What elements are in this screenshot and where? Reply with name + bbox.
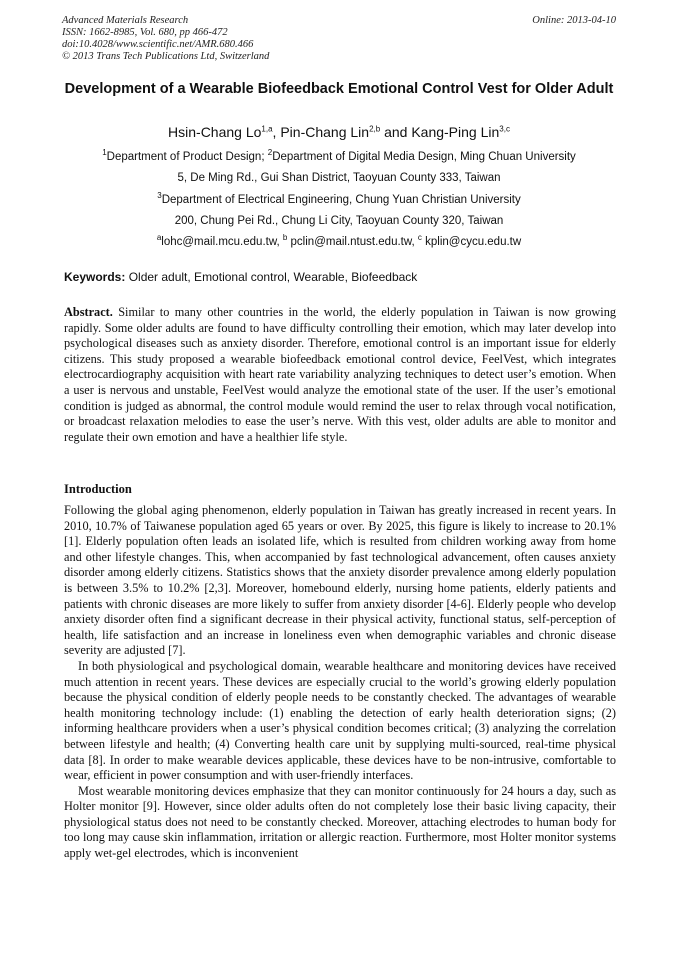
email-mark: a	[156, 233, 162, 243]
paper-title: Development of a Wearable Biofeedback Emotional Control Vest for Older Adult	[64, 81, 614, 97]
author-separator: and	[380, 124, 412, 140]
author-affiliation-mark: 3,c	[499, 124, 510, 134]
author-affiliation-mark: 1,a	[261, 124, 273, 134]
online-date: Online: 2013-04-10	[532, 15, 616, 26]
copyright-line: © 2013 Trans Tech Publications Ltd, Switzerland	[62, 51, 270, 62]
abstract	[64, 305, 616, 445]
author-list	[64, 123, 614, 141]
email-link[interactable]: lohc@mail.mcu.edu.tw,	[161, 236, 283, 248]
affiliation-address-2: 200, Chung Pei Rd., Chung Li City, Taoyuan County 320, Taiwan	[174, 215, 504, 227]
abstract-text: Similar to many other countries in the world, the elderly population in Taiwan is now growing rapidly. Some older adults are found to have difficulty controlling their emotion, which may later develop into psychological diseases such as anxiety disorder. Therefore, emotional control is an important issue for elderly citizens. This study proposed a wearable biofeedback emotional control device, FeelVest, which integrates electrocardiography acquisition with heart rate variability analyzing techniques to detect user’s emotion. When a user is nervous and unstable, FeelVest would analyze the emotional state of the user. If the user’s emotional condition is judged as abnormal, the control module would remind the user to relax through vocal notification, or broadcast relaxation melodies to ease the user’s nerve. With this vest, older adults are able to monitor and regulate their own emotion and have a healthier life style.	[64, 305, 616, 444]
affiliation-line-2	[64, 193, 614, 207]
affiliation-text: Department of Electrical Engineering, Chung Yuan Christian University	[161, 194, 521, 206]
author-affiliation-mark: 2,b	[369, 124, 381, 134]
introduction-body	[64, 503, 616, 862]
keywords-text: Older adult, Emotional control, Wearable, Biofeedback	[125, 270, 418, 284]
affiliation-mark: 1	[102, 148, 107, 158]
paragraph: In both physiological and psychological domain, wearable healthcare and monitoring devices have received much attention in recent years. These devices are especially crucial to the world’s growing elderly population because the physical condition of elderly people needs to be constantly checked. The advantages of wearable health monitoring technology include: (1) enabling the detection of early health deterioration signs; (2) informing healthcare providers when a user’s physical condition becomes critical; (3) analyzing the correlation between lifestyle and health; (4) Converting health care unit by supplying multi-sourced, real-time physical data [8]. In order to make wearable devices applicable, these devices have to be non-intrusive, comfortable to wear, efficient in power consumption and with user-friendly interfaces.	[64, 658, 616, 783]
email-link[interactable]: pclin@mail.ntust.edu.tw,	[287, 236, 418, 248]
author-emails	[64, 235, 614, 249]
email-link[interactable]: kplin@cycu.edu.tw	[421, 236, 522, 248]
paragraph: Following the global aging phenomenon, elderly population in Taiwan has greatly increased in recent years. In 2010, 10.7% of Taiwanese population aged 65 years or over. By 2025, this figure is likely to increase to 20.1% [1]. Elderly population often leads an isolated life, which is resulted from children working away from home and other lifestyle changes. This, when accompanied by fast technological advancement, often causes anxiety disorder among elderly citizens. Statistics shows that the anxiety disorder prevalence among elderly population is between 3.5% to 10.2% [2,3]. Moreover, homebound elderly, nursing home patients, elderly patients and patients with chronic diseases are more likely to suffer from anxiety disorder [4-6]. Elderly people who develop anxiety disorder often find a significant decrease in their physical activity, functional status, self-perception of health, life satisfaction and an increase in loneliness even when demographic variables and chronic disease severity are adjusted [7].	[64, 503, 616, 658]
affiliation-mark: 3	[157, 191, 162, 201]
author-separator: ,	[272, 124, 281, 140]
affiliation-mark: 2	[267, 148, 273, 158]
author-name: Kang-Ping Lin	[411, 124, 500, 140]
affiliation-text: Department of Digital Media Design, Ming Chuan University	[272, 151, 576, 163]
affiliation-text: Department of Product Design;	[106, 151, 268, 163]
author-name: Pin-Chang Lin	[280, 124, 370, 140]
abstract-label: Abstract.	[64, 305, 113, 319]
affiliation-line-1	[64, 150, 614, 164]
keywords-label: Keywords:	[64, 270, 126, 284]
journal-header	[62, 15, 616, 63]
email-mark: b	[282, 233, 288, 243]
author-name: Hsin-Chang Lo	[168, 124, 262, 140]
keywords	[64, 270, 616, 284]
journal-name: Advanced Materials Research	[62, 15, 189, 26]
issn-line: ISSN: 1662-8985, Vol. 680, pp 466-472	[62, 27, 228, 38]
doi-line: doi:10.4028/www.scientific.net/AMR.680.466	[62, 39, 254, 50]
section-heading-introduction: Introduction	[64, 482, 132, 496]
email-mark: c	[417, 233, 422, 243]
paragraph: Most wearable monitoring devices emphasize that they can monitor continuously for 24 hours a day, such as Holter monitor [9]. However, since older adults often do not completely lose their basic living capacity, their physiological status does not need to be constantly checked. Moreover, attaching electrodes to human body for too long may cause skin inflammation, irritation or allergic reaction. Furthermore, most Holter monitor systems apply wet-gel electrodes, which is inconvenient	[64, 783, 616, 861]
affiliation-address-1: 5, De Ming Rd., Gui Shan District, Taoyuan County 333, Taiwan	[177, 172, 501, 184]
